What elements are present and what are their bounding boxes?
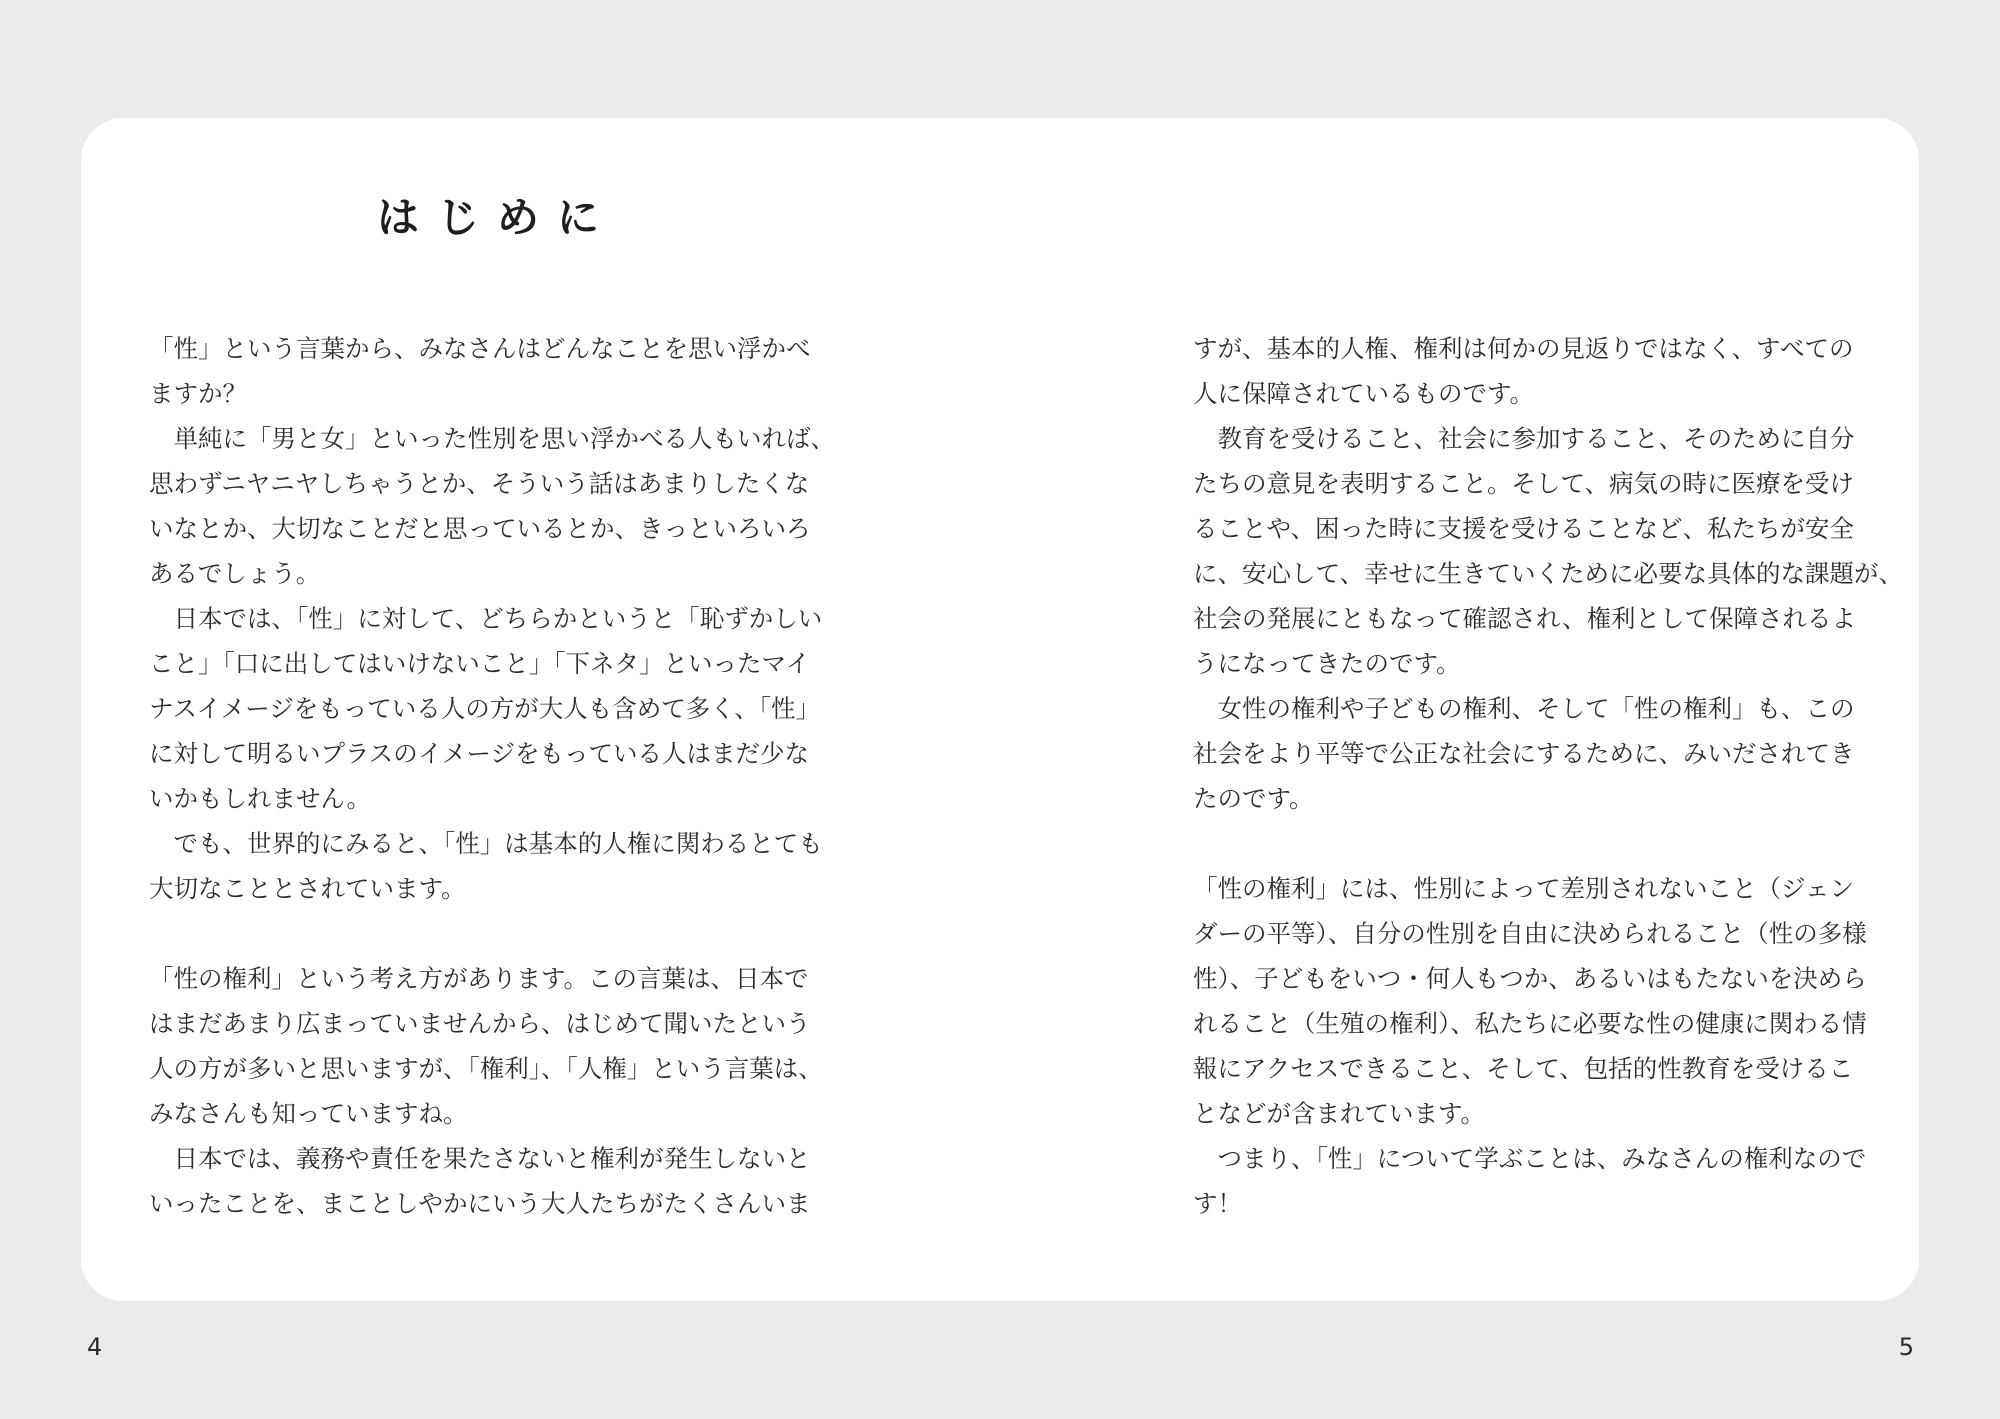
right-text-column xyxy=(1193,326,1904,1226)
text-line: たちの意見を表明すること。そして、病気の時に医療を受け xyxy=(1193,469,1855,498)
text-line: に、安心して、幸せに生きていくために必要な具体的な課題が、 xyxy=(1193,559,1904,588)
text-line: ることや、困った時に支援を受けることなど、私たちが安全 xyxy=(1193,514,1855,543)
text-line: こと」「口に出してはいけないこと」「下ネタ」といったマイ xyxy=(149,649,811,678)
text-line: うになってきたのです。 xyxy=(1193,649,1461,678)
text-line: 女性の権利や子どもの権利、そして「性の権利」も、この xyxy=(1217,694,1855,723)
text-line: ますか？ xyxy=(149,379,247,408)
text-line: でも、世界的にみると、「性」は基本的人権に関わるとても xyxy=(173,829,823,858)
text-line: 日本では、「性」に対して、どちらかというと「恥ずかしい xyxy=(173,604,823,633)
page-number-left: 4 xyxy=(87,1333,103,1361)
text-line: 「性」という言葉から、みなさんはどんなことを思い浮かべ xyxy=(149,334,811,363)
text-line: ナスイメージをもっている人の方が大人も含めて多く、「性」 xyxy=(149,694,821,723)
text-line: 社会の発展にともなって確認され、権利として保障されるよ xyxy=(1193,604,1856,633)
text-line: はまだあまり広まっていませんから、はじめて聞いたという xyxy=(149,1009,811,1038)
text-line: 単純に「男と女」といった性別を思い浮かべる人もいれば、 xyxy=(173,424,835,453)
text-line: あるでしょう。 xyxy=(149,559,321,588)
text-line: 人の方が多いと思いますが、「権利」、「人権」という言葉は、 xyxy=(149,1054,823,1083)
text-line: いなとか、大切なことだと思っているとか、きっといろいろ xyxy=(149,514,811,543)
text-line: に対して明るいプラスのイメージをもっている人はまだ少な xyxy=(149,739,810,768)
text-line: す！ xyxy=(1193,1189,1242,1218)
text-line: 大切なこととされています。 xyxy=(149,874,466,903)
text-line: 教育を受けること、社会に参加すること、そのために自分 xyxy=(1217,424,1855,453)
text-line: つまり、「性」について学ぶことは、みなさんの権利なので xyxy=(1217,1144,1867,1173)
text-line: ダーの平等）、自分の性別を自由に決められること（性の多様 xyxy=(1193,919,1867,948)
text-line: れること（生殖の権利）、私たちに必要な性の健康に関わる情 xyxy=(1193,1009,1867,1038)
text-line: たのです。 xyxy=(1193,784,1314,813)
text-line: すが、基本的人権、権利は何かの見返りではなく、すべての xyxy=(1193,334,1854,363)
page-title: はじめに xyxy=(377,193,618,242)
page-number-right: 5 xyxy=(1898,1333,1914,1361)
text-line: いかもしれません。 xyxy=(149,784,371,813)
text-line: 報にアクセスできること、そして、包括的性教育を受けるこ xyxy=(1193,1054,1854,1083)
text-line: となどが含まれています。 xyxy=(1193,1099,1486,1128)
text-line: みなさんも知っていますね。 xyxy=(149,1099,468,1128)
text-line: 「性の権利」という考え方があります。この言葉は、日本で xyxy=(149,964,809,993)
left-text-column xyxy=(149,326,835,1226)
text-line: 性）、子どもをいつ・何人もつか、あるいはもたないを決めら xyxy=(1193,964,1867,993)
text-line: 日本では、義務や責任を果たさないと権利が発生しないと xyxy=(173,1144,811,1173)
text-line: 「性の権利」には、性別によって差別されないこと（ジェン xyxy=(1193,874,1855,903)
text-line: 思わずニヤニヤしちゃうとか、そういう話はあまりしたくな xyxy=(149,469,810,498)
text-line: いったことを、まことしやかにいう大人たちがたくさんいま xyxy=(149,1189,811,1218)
text-line: 人に保障されているものです。 xyxy=(1193,379,1535,408)
text-line: 社会をより平等で公正な社会にするために、みいだされてき xyxy=(1193,739,1855,768)
